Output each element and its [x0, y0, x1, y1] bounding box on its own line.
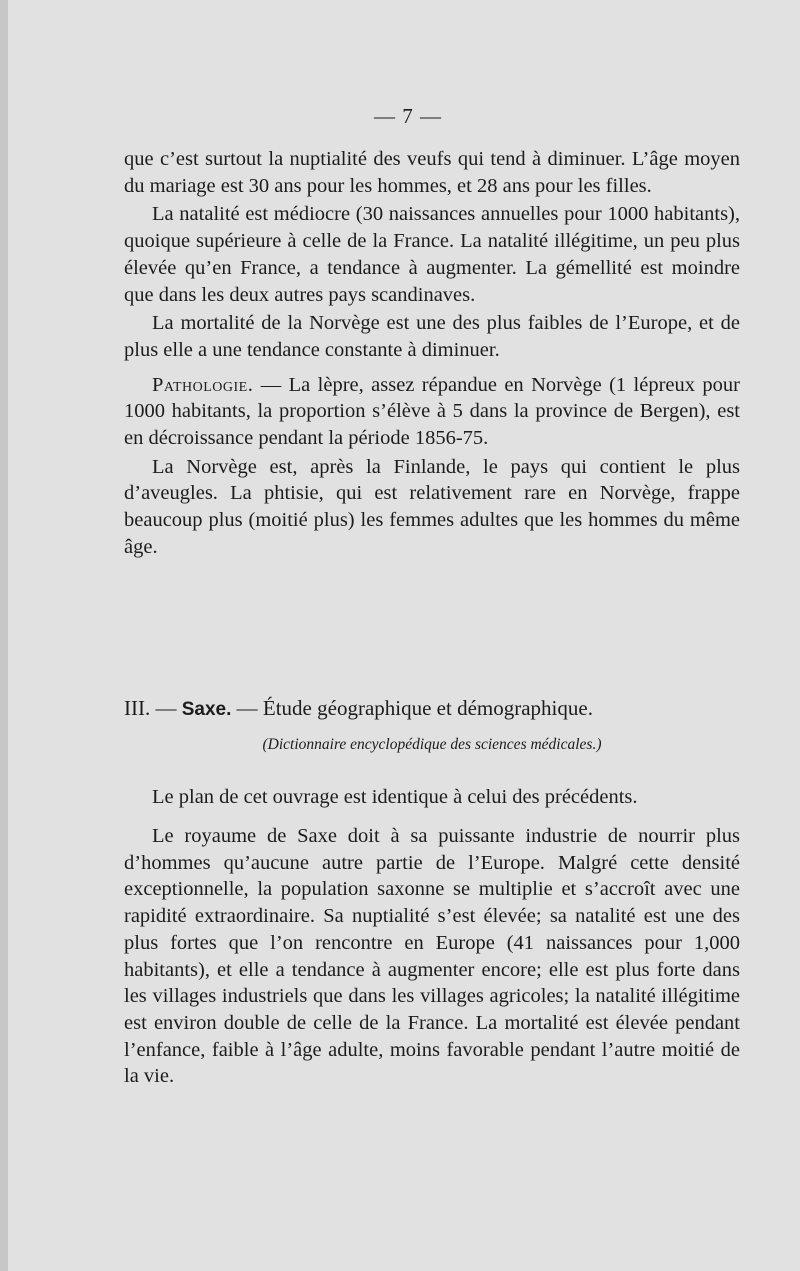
paragraph-pathology: [124, 372, 740, 452]
source-citation: (Dictionnaire encyclopédique des sciences médicales.): [262, 736, 602, 753]
saxony-text-block: [124, 823, 740, 1090]
paragraph-natality: La natalité est médiocre (30 naissances annuelles pour 1000 habitants), quoique supérieure à celle de la France. La natalité illégitime, un peu plus élevée qu’en France, a tendance à augmenter. La gémellité est moindre que dans les deux autres pays scandinaves.: [124, 203, 740, 306]
pathology-label: Pathologie.: [152, 373, 254, 396]
paragraph-mortality: La mortalité de la Norvège est une des plus faibles de l’Europe, et de plus elle a une tendance constante à diminuer.: [124, 312, 740, 361]
section-subtitle: — Étude géographique et démographique.: [236, 696, 593, 720]
paragraph-saxony: Le royaume de Saxe doit à sa puissante industrie de nourrir plus d’hommes qu’aucune autre partie de l’Europe. Malgré cette densité exceptionnelle, la population saxonne se multiplie et s’accroît avec une rapidité extraordinaire. Sa nuptialité s’est élevée; sa natalité est une des plus fortes que l’on rencontre en Europe (41 naissances pour 1,000 habitants), et elle a tendance à augmenter encore; elle est plus forte dans les villages industriels que dans les villages agricoles; la natalité illégitime est environ double de celle de la France. La mortalité est élevée pendant l’enfance, faible à l’âge adulte, moins favorable pendant l’autre moitié de la vie.: [124, 825, 740, 1088]
pathology-text: — La lèpre, assez répandue en Norvège (1 lépreux pour 1000 habitants, la proportion s’élève à 5 dans la province de Bergen), est en décroissance pendant la période 1856-75.: [124, 373, 740, 450]
page-number: — 7 —: [374, 104, 442, 128]
paragraph-blindness: La Norvège est, après la Finlande, le pays qui contient le plus d’aveugles. La phtisie, qui est relativement rare en Norvège, frappe beaucoup plus (moitié plus) les femmes adultes que les hommes du même âge.: [124, 455, 740, 558]
section-numeral: III. —: [124, 696, 177, 720]
paragraph-plan: Le plan de cet ouvrage est identique à celui des précédents.: [152, 786, 638, 808]
norway-text-block: [124, 146, 740, 561]
section-heading: [124, 694, 740, 724]
paragraph-nuptiality: que c’est surtout la nuptialité des veufs qui tend à diminuer. L’âge moyen du mariage est 30 ans pour les hommes, et 28 ans pour les filles.: [124, 148, 740, 197]
section-name: Saxe.: [181, 699, 232, 720]
plan-block: [124, 784, 740, 811]
